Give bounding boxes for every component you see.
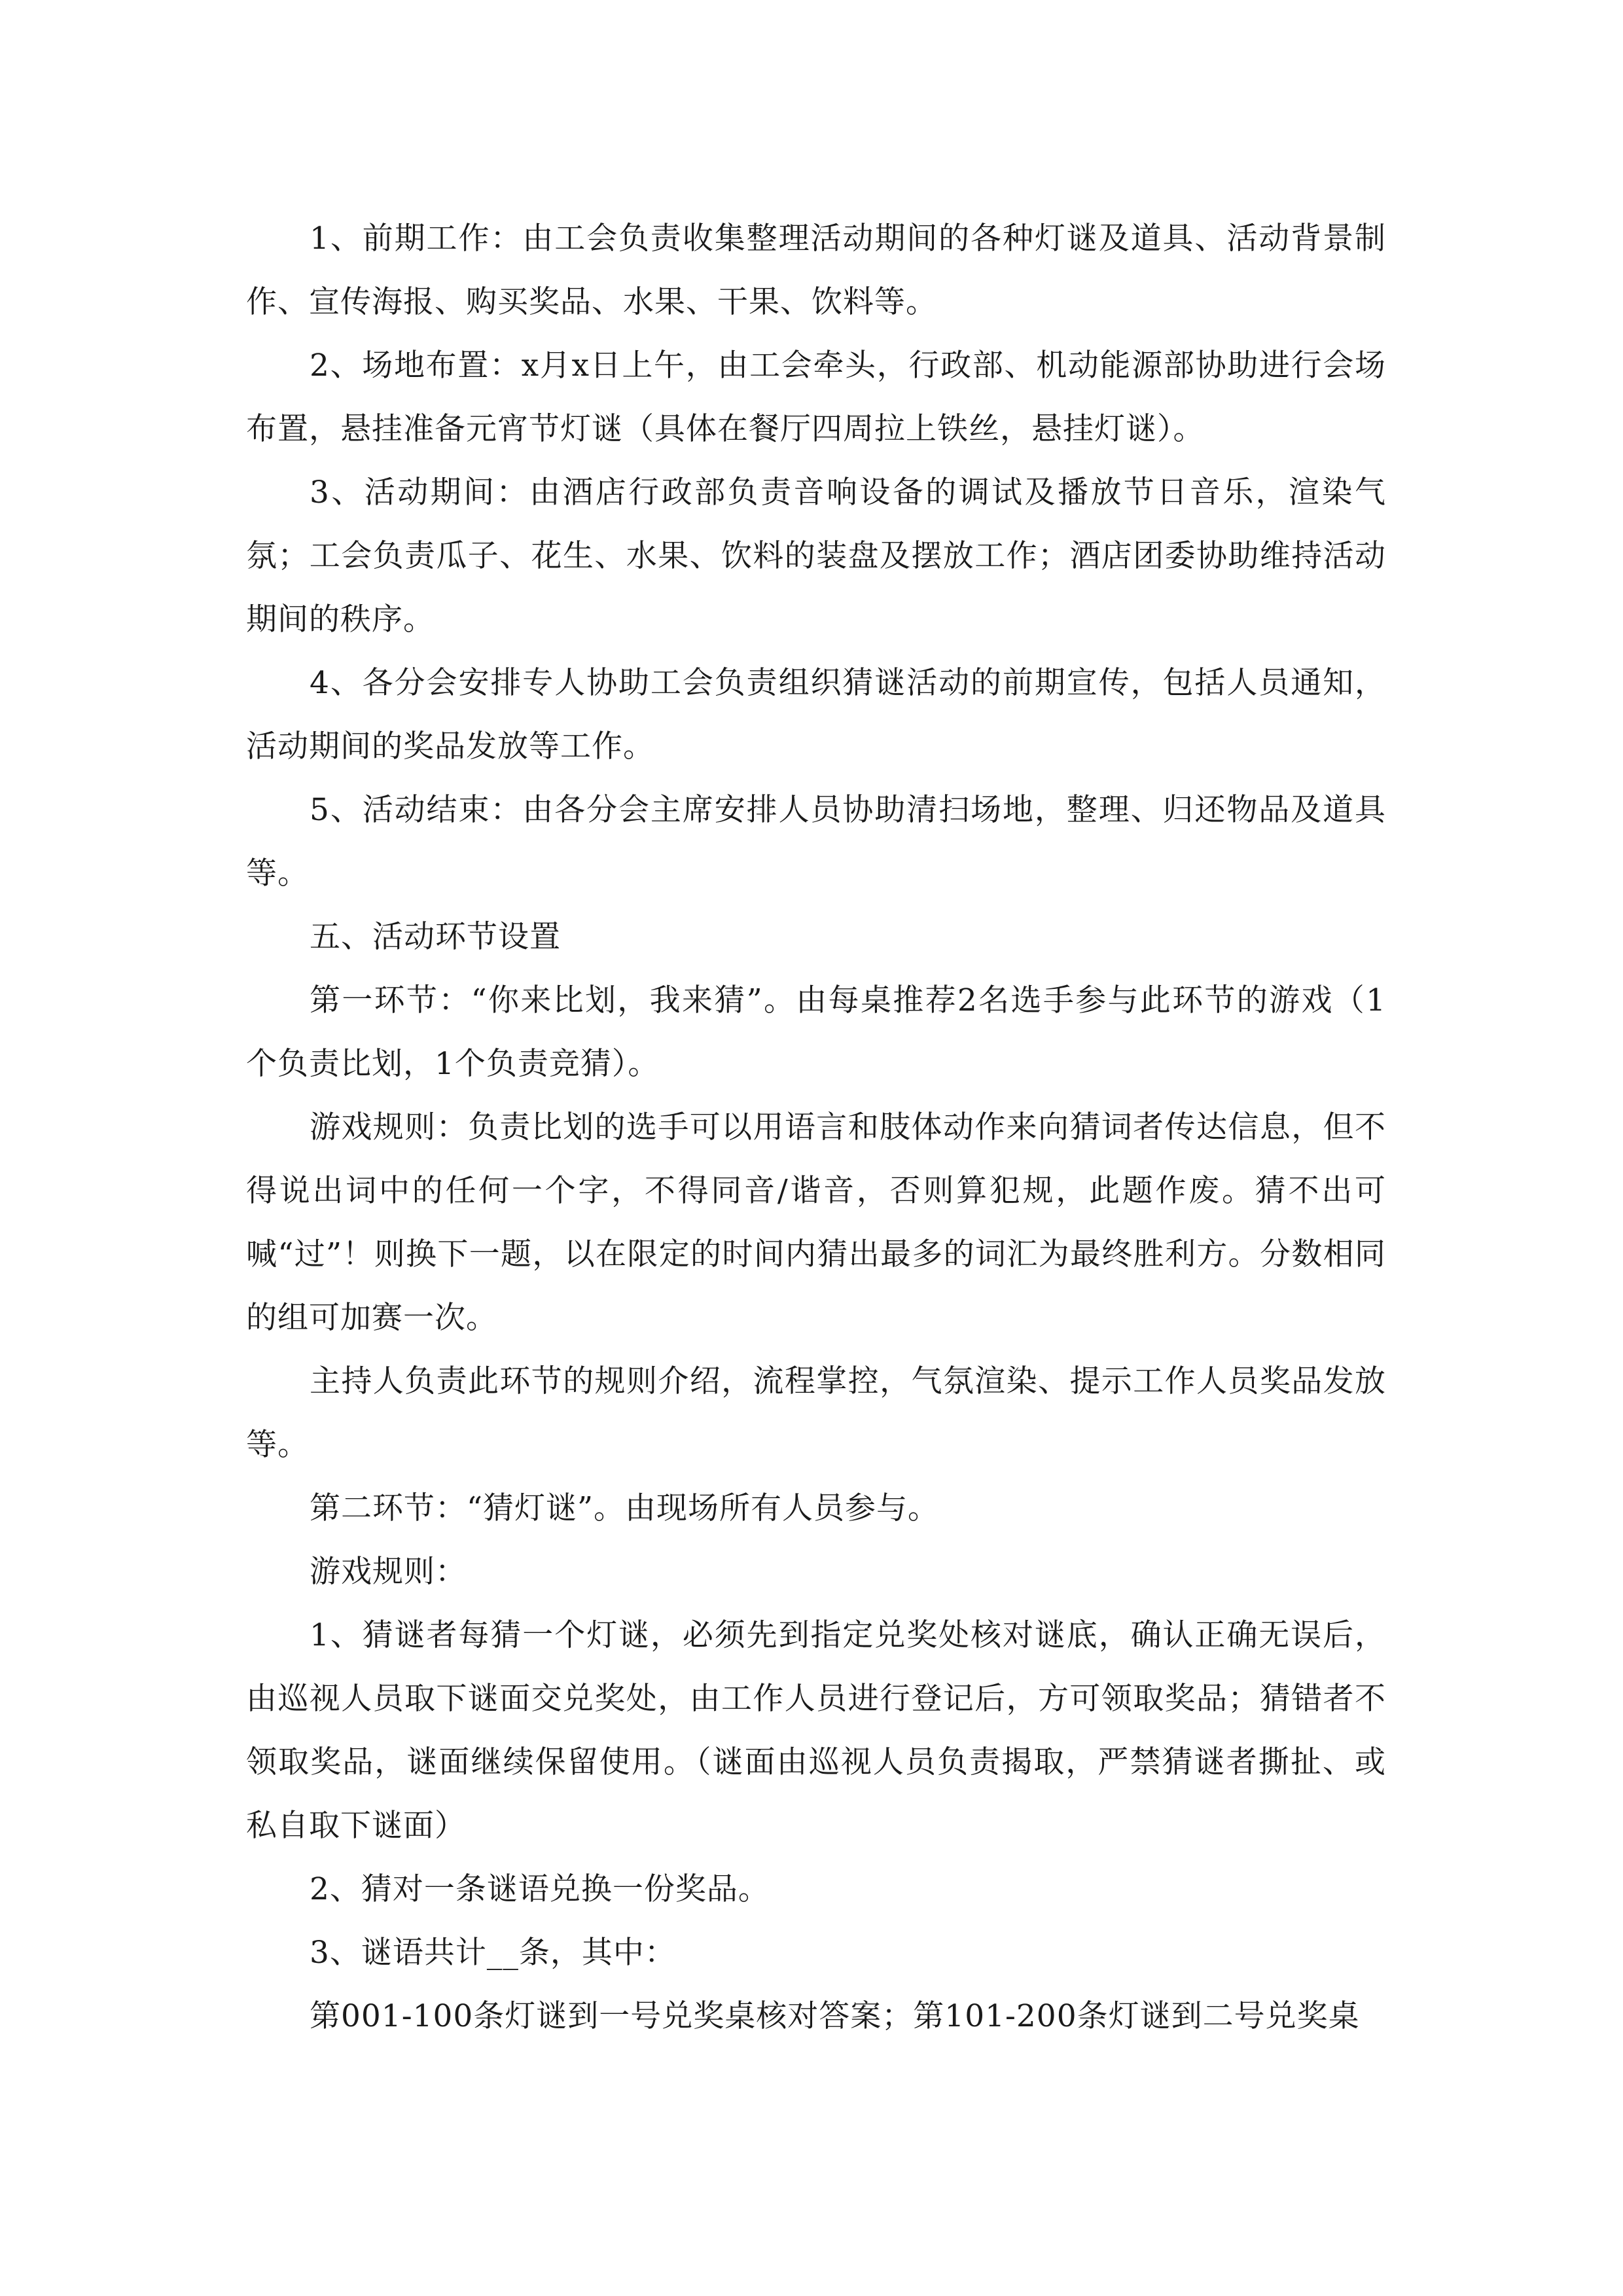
section-heading-activity-setup: 五、活动环节设置 [310,919,561,955]
paragraph-rule-two: 2、猜对一条谜语兑换一份奖品。 [310,1871,770,1907]
paragraph-preparation: 1、前期工作：由工会负责收集整理活动期间的各种灯谜及道具、活动背景制作、宣传海报、购买奖品、水果、干果、饮料等。 [246,221,1386,320]
paragraph-round-one: 第一环节：“你来比划，我来猜”。由每桌推荐2名选手参与此环节的游戏（1个负责比划，1个负责竞猜）。 [246,982,1386,1082]
paragraph-event-end: 5、活动结束：由各分会主席安排人员协助清扫场地，整理、归还物品及道具等。 [246,792,1386,891]
paragraph-during-event: 3、活动期间：由酒店行政部负责音响设备的调试及播放节日音乐，渲染气氛；工会负责瓜子、花生、水果、饮料的装盘及摆放工作；酒店团委协助维持活动期间的秩序。 [246,475,1386,637]
paragraph-rule-three: 3、谜语共计__条，其中： [310,1935,676,1971]
paragraph-branch-publicity: 4、各分会安排专人协助工会负责组织猜谜活动的前期宣传，包括人员通知，活动期间的奖品发放等工作。 [246,665,1386,764]
paragraph-venue-setup: 2、场地布置：x月x日上午，由工会牵头，行政部、机动能源部协助进行会场布置，悬挂准备元宵节灯谜（具体在餐厅四周拉上铁丝，悬挂灯谜）。 [246,348,1386,447]
paragraph-host-duties: 主持人负责此环节的规则介绍，流程掌控，气氛渲染、提示工作人员奖品发放等。 [246,1363,1386,1463]
document-body [246,207,1386,2048]
paragraph-rules-label: 游戏规则： [310,1554,467,1590]
paragraph-rule-one: 1、猜谜者每猜一个灯谜，必须先到指定兑奖处核对谜底，确认正确无误后，由巡视人员取下谜面交兑奖处，由工作人员进行登记后，方可领取奖品；猜错者不领取奖品，谜面继续保留使用。（谜面由巡视人员负责揭取，严禁猜谜者撕扯、或私自取下谜面） [246,1617,1386,1844]
paragraph-prize-desks: 第001-100条灯谜到一号兑奖桌核对答案；第101-200条灯谜到二号兑奖桌 [310,1998,1360,2034]
paragraph-round-two: 第二环节：“猜灯谜”。由现场所有人员参与。 [310,1490,940,1526]
paragraph-round-one-rules: 游戏规则：负责比划的选手可以用语言和肢体动作来向猜词者传达信息，但不得说出词中的任何一个字，不得同音/谐音，否则算犯规，此题作废。猜不出可喊“过”！则换下一题，以在限定的时间内猜出最多的词汇为最终胜利方。分数相同的组可加赛一次。 [246,1109,1386,1336]
